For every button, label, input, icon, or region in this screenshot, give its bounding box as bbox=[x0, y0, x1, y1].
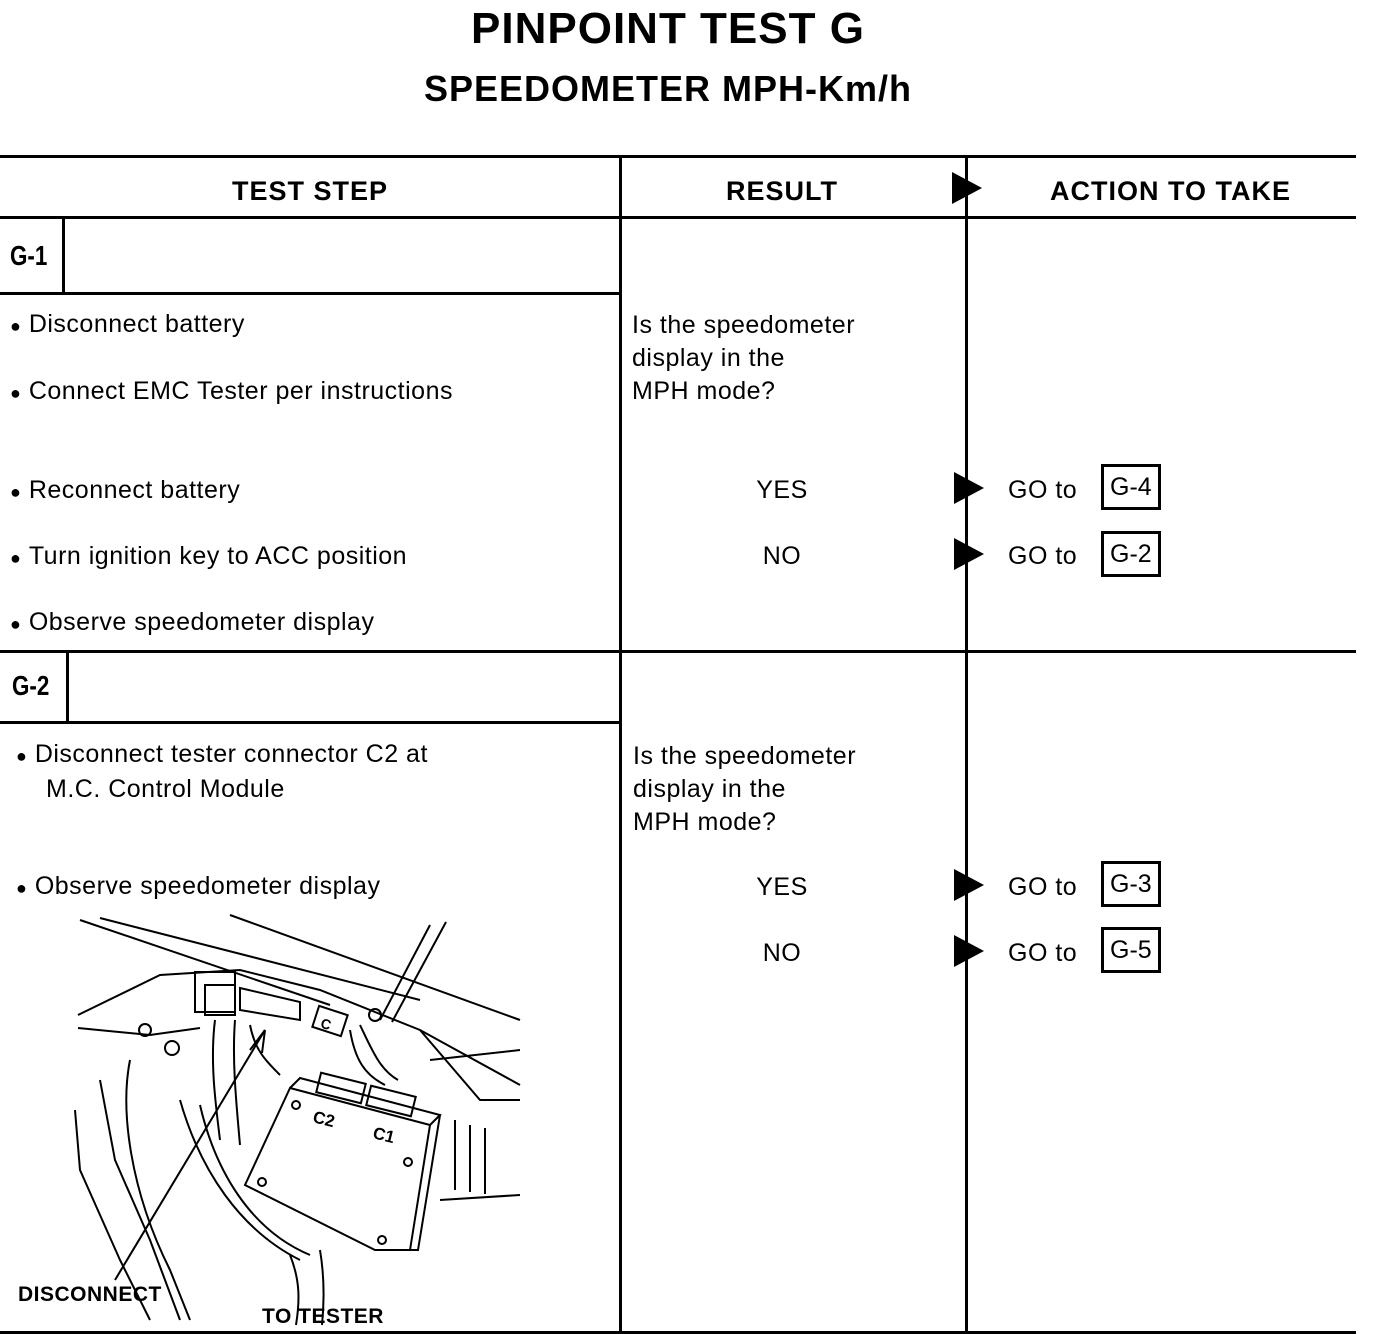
question-line: MPH mode? bbox=[633, 808, 777, 836]
page-title: PINPOINT TEST G bbox=[471, 4, 865, 53]
bullet-icon: ● bbox=[10, 316, 22, 336]
bullet-icon: ● bbox=[16, 878, 28, 898]
g1-yes: YES bbox=[756, 476, 808, 504]
step-text: Observe speedometer display bbox=[28, 608, 375, 636]
connector-c2-label: C2 bbox=[311, 1107, 337, 1132]
step-text: Reconnect battery bbox=[28, 476, 241, 504]
g2-no-goto: GO to bbox=[1008, 939, 1078, 967]
g1-yes-target[interactable]: G-4 bbox=[1101, 464, 1161, 510]
g2-question bbox=[633, 740, 856, 839]
g2-yes-target[interactable]: G-3 bbox=[1101, 861, 1161, 907]
g2-step-1 bbox=[16, 738, 428, 806]
step-text: Turn ignition key to ACC position bbox=[28, 542, 408, 570]
g1-no-target[interactable]: G-2 bbox=[1101, 531, 1161, 577]
page-subtitle: SPEEDOMETER MPH-Km/h bbox=[423, 68, 913, 109]
header-bottom-border bbox=[0, 216, 1356, 219]
step-text: Disconnect tester connector C2 at bbox=[34, 740, 428, 768]
g1-step-5 bbox=[10, 606, 374, 641]
module-illustration bbox=[0, 910, 560, 1330]
question-line: Is the speedometer bbox=[633, 742, 857, 770]
bullet-icon: ● bbox=[10, 614, 22, 634]
g1-question bbox=[632, 309, 855, 408]
header-test-step: TEST STEP bbox=[231, 176, 389, 206]
step-text: Connect EMC Tester per instructions bbox=[28, 377, 453, 405]
bullet-icon: ● bbox=[10, 482, 22, 502]
g2-label: G-2 bbox=[12, 670, 50, 701]
bullet-icon: ● bbox=[10, 383, 22, 403]
g1-label-box-right bbox=[62, 216, 65, 294]
g2-no: NO bbox=[762, 939, 802, 967]
table-top-border bbox=[0, 155, 1356, 158]
g2-label-box-right bbox=[66, 650, 69, 723]
g1-yes-goto: GO to bbox=[1008, 476, 1078, 504]
arrow-icon bbox=[954, 472, 984, 504]
g1-step-4 bbox=[10, 540, 407, 575]
question-line: MPH mode? bbox=[632, 377, 776, 405]
g1-step-1 bbox=[10, 308, 245, 343]
connector-c-label: C bbox=[318, 1014, 334, 1034]
header-result: RESULT bbox=[726, 176, 838, 206]
g1-no-goto: GO to bbox=[1008, 542, 1078, 570]
g2-no-target[interactable]: G-5 bbox=[1101, 927, 1161, 973]
g2-yes: YES bbox=[756, 873, 808, 901]
step-text-continued: M.C. Control Module bbox=[46, 775, 285, 803]
g1-step-2 bbox=[10, 375, 453, 410]
header-arrow-icon bbox=[952, 172, 982, 204]
arrow-icon bbox=[954, 935, 984, 967]
question-line: display in the bbox=[632, 344, 785, 372]
question-line: Is the speedometer bbox=[632, 311, 856, 339]
bullet-icon: ● bbox=[16, 746, 28, 766]
bullet-icon: ● bbox=[10, 548, 22, 568]
g2-step-2 bbox=[16, 870, 380, 905]
step-text: Observe speedometer display bbox=[34, 872, 381, 900]
g2-yes-goto: GO to bbox=[1008, 873, 1078, 901]
arrow-icon bbox=[954, 869, 984, 901]
step-text: Disconnect battery bbox=[28, 310, 245, 338]
header-action: ACTION TO TAKE bbox=[1050, 176, 1291, 206]
row-divider bbox=[0, 650, 1356, 653]
arrow-icon bbox=[954, 538, 984, 570]
g1-no: NO bbox=[762, 542, 802, 570]
to-tester-label: TO TESTER bbox=[262, 1305, 384, 1328]
column-divider-2 bbox=[965, 155, 968, 1334]
g1-step-3 bbox=[10, 474, 240, 509]
g1-label-bottom-border bbox=[0, 292, 622, 295]
g2-label-bottom-border bbox=[0, 721, 622, 724]
disconnect-label: DISCONNECT bbox=[18, 1283, 162, 1306]
column-divider-1 bbox=[619, 155, 622, 1334]
question-line: display in the bbox=[633, 775, 786, 803]
connector-c1-label: C1 bbox=[371, 1123, 397, 1148]
g1-label: G-1 bbox=[10, 240, 48, 271]
